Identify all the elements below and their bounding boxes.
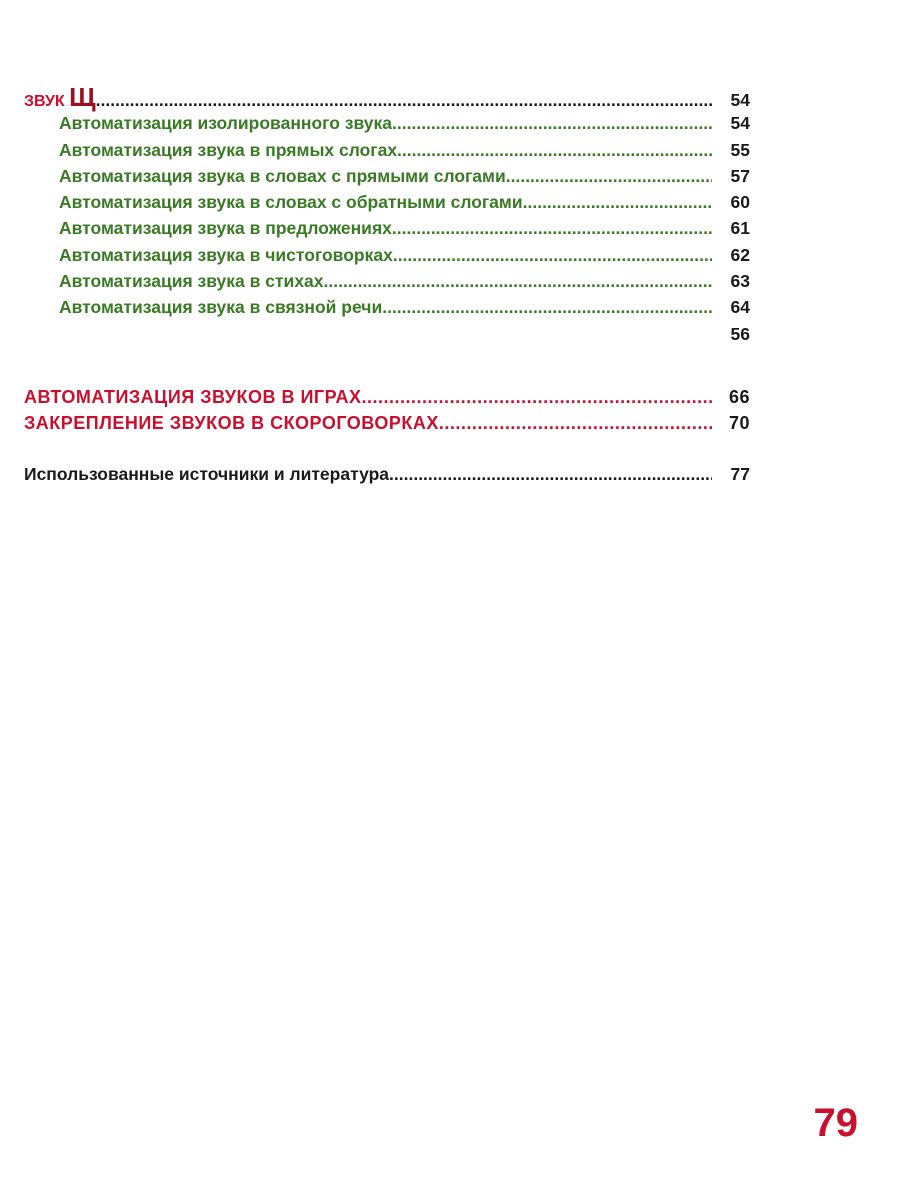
dot-leader	[324, 268, 712, 294]
section-spacer	[24, 437, 750, 461]
toc-subentry-title: Автоматизация звука в предложениях	[59, 218, 392, 239]
toc-entry-sound-shch	[24, 84, 750, 110]
dot-leader	[389, 461, 712, 487]
toc-section-title: ЗАКРЕПЛЕНИЕ ЗВУКОВ В СКОРОГОВОРКАХ	[24, 413, 439, 434]
toc-subentry	[24, 137, 750, 163]
toc-section-title: АВТОМАТИЗАЦИЯ ЗВУКОВ В ИГРАХ	[24, 386, 362, 407]
toc-subentry	[24, 110, 750, 136]
toc-section-page: 70	[728, 413, 750, 434]
toc-subentry-page: 57	[730, 165, 750, 186]
toc-head-letter: Щ	[69, 82, 96, 112]
toc-subentry-page: 63	[730, 271, 750, 292]
toc-literature-page: 77	[730, 463, 750, 484]
toc-subentry-title: Автоматизация звука в прямых слогах	[59, 139, 398, 160]
toc-literature-title: Использованные источники и литература	[24, 463, 390, 484]
toc-subentry	[24, 294, 750, 320]
toc-subentry-title: Автоматизация звука в стихах	[59, 271, 324, 292]
page-number: 79	[813, 1101, 858, 1145]
toc-literature-entry	[24, 461, 750, 487]
toc-subentry-page: 54	[730, 113, 750, 134]
toc-subentry-page: 64	[730, 297, 750, 318]
toc-subentry-title: Автоматизация звука в словах с прямыми слогами	[59, 165, 506, 186]
toc-subentry-title: Автоматизация звука в словах с обратными слогами	[59, 192, 523, 213]
dot-leader	[523, 189, 712, 215]
toc-subentry-title: Автоматизация звука в связной речи	[59, 297, 383, 318]
toc-subentry	[24, 215, 750, 241]
toc-subentry-title: Автоматизация изолированного звука	[59, 113, 393, 134]
toc-section-entry	[24, 384, 750, 410]
toc-subentry-title: Автоматизация звука в чистоговорках	[59, 244, 393, 265]
dot-leader	[397, 137, 712, 163]
dot-leader	[392, 215, 712, 241]
toc-subentry	[24, 189, 750, 215]
toc-subentry-page: 61	[730, 218, 750, 239]
toc-subentry-page: 55	[730, 139, 750, 160]
toc-subentry	[24, 163, 750, 189]
dot-leader	[392, 110, 712, 136]
toc-orphan-page: 56	[730, 323, 750, 344]
toc-orphan-page-row	[24, 321, 750, 347]
dot-leader	[382, 294, 712, 320]
dot-leader	[439, 410, 712, 436]
toc-section-page: 66	[728, 386, 750, 407]
dot-leader	[393, 242, 712, 268]
toc-subentry-page: 60	[730, 192, 750, 213]
toc-head-prefix: ЗВУК	[24, 93, 70, 110]
toc-subentry	[24, 242, 750, 268]
table-of-contents	[24, 84, 750, 487]
dot-leader	[362, 384, 712, 410]
section-spacer	[24, 347, 750, 384]
toc-section-entry	[24, 410, 750, 436]
toc-entry-page: 54	[730, 90, 750, 110]
toc-subentry-page: 62	[730, 244, 750, 265]
toc-subentry	[24, 268, 750, 294]
dot-leader	[506, 163, 712, 189]
